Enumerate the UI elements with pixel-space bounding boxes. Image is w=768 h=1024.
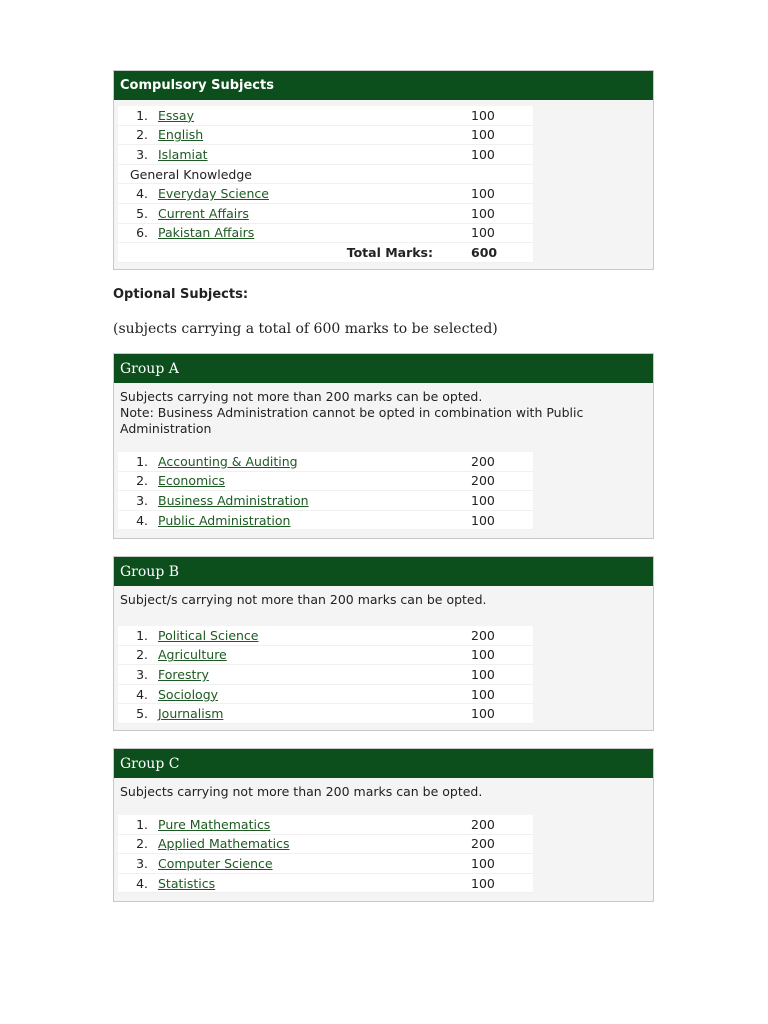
list-item bbox=[118, 491, 533, 511]
list-item bbox=[118, 815, 533, 835]
item-number: 5. bbox=[136, 706, 148, 722]
group-b-title: Group B bbox=[114, 557, 653, 586]
list-item bbox=[118, 835, 533, 855]
subject-link-business-administration[interactable]: Business Administration bbox=[158, 492, 309, 508]
total-marks-value: 600 bbox=[471, 244, 498, 260]
group-a-list bbox=[118, 452, 533, 530]
item-marks: 100 bbox=[471, 146, 495, 162]
list-item bbox=[118, 106, 533, 126]
general-knowledge-label: General Knowledge bbox=[130, 166, 252, 182]
item-number: 2. bbox=[136, 473, 148, 489]
subject-link-political-science[interactable]: Political Science bbox=[158, 627, 259, 643]
item-number: 5. bbox=[136, 205, 148, 221]
subject-link-everyday-science[interactable]: Everyday Science bbox=[158, 186, 269, 202]
list-item bbox=[118, 511, 533, 531]
subject-link-essay[interactable]: Essay bbox=[158, 107, 194, 123]
total-marks-row bbox=[118, 243, 533, 263]
item-number: 2. bbox=[136, 836, 148, 852]
item-marks: 200 bbox=[471, 836, 495, 852]
group-a-note-line: Note: Business Administration cannot be opted in combination with Public Administration bbox=[120, 405, 584, 436]
item-number: 1. bbox=[136, 627, 148, 643]
list-item bbox=[118, 646, 533, 666]
list-item bbox=[118, 704, 533, 724]
item-number: 3. bbox=[136, 492, 148, 508]
item-number: 2. bbox=[136, 647, 148, 663]
item-marks: 100 bbox=[471, 107, 495, 123]
item-number: 1. bbox=[136, 816, 148, 832]
item-number: 1. bbox=[136, 453, 148, 469]
item-marks: 100 bbox=[471, 492, 495, 508]
optional-subjects-heading: Optional Subjects: bbox=[113, 287, 249, 302]
item-number: 6. bbox=[136, 225, 148, 241]
item-marks: 200 bbox=[471, 453, 495, 469]
group-a-title: Group A bbox=[114, 354, 653, 383]
subject-link-current-affairs[interactable]: Current Affairs bbox=[158, 205, 249, 221]
group-a-note bbox=[114, 383, 653, 437]
item-number: 4. bbox=[136, 875, 148, 891]
item-marks: 100 bbox=[471, 875, 495, 891]
item-number: 3. bbox=[136, 855, 148, 871]
group-c-box bbox=[113, 748, 654, 902]
list-item bbox=[118, 854, 533, 874]
list-item bbox=[118, 204, 533, 224]
subject-link-journalism[interactable]: Journalism bbox=[158, 706, 224, 722]
list-item bbox=[118, 665, 533, 685]
item-marks: 100 bbox=[471, 706, 495, 722]
optional-subjects-note: (subjects carrying a total of 600 marks to be selected) bbox=[113, 321, 498, 337]
item-marks: 100 bbox=[471, 855, 495, 871]
list-item bbox=[118, 472, 533, 492]
item-number: 1. bbox=[136, 107, 148, 123]
list-item bbox=[118, 452, 533, 472]
item-number: 2. bbox=[136, 127, 148, 143]
list-item bbox=[118, 626, 533, 646]
list-item bbox=[118, 685, 533, 705]
subject-link-forestry[interactable]: Forestry bbox=[158, 666, 209, 682]
subject-link-english[interactable]: English bbox=[158, 127, 204, 143]
subject-link-pakistan-affairs[interactable]: Pakistan Affairs bbox=[158, 225, 255, 241]
list-item bbox=[118, 126, 533, 146]
item-marks: 100 bbox=[471, 512, 495, 528]
list-item bbox=[118, 224, 533, 244]
general-knowledge-label-row bbox=[118, 165, 533, 185]
group-c-note-line: Subjects carrying not more than 200 marks can be opted. bbox=[120, 784, 483, 799]
subject-link-computer-science[interactable]: Computer Science bbox=[158, 855, 273, 871]
group-a-note-line: Subjects carrying not more than 200 marks can be opted. bbox=[120, 389, 483, 404]
list-item bbox=[118, 184, 533, 204]
item-marks: 100 bbox=[471, 225, 495, 241]
subject-link-statistics[interactable]: Statistics bbox=[158, 875, 216, 891]
compulsory-subjects-title: Compulsory Subjects bbox=[114, 71, 653, 100]
item-number: 3. bbox=[136, 146, 148, 162]
list-item bbox=[118, 874, 533, 894]
group-c-title: Group C bbox=[114, 749, 653, 778]
subject-link-islamiat[interactable]: Islamiat bbox=[158, 146, 208, 162]
item-marks: 100 bbox=[471, 127, 495, 143]
item-marks: 100 bbox=[471, 686, 495, 702]
subject-link-economics[interactable]: Economics bbox=[158, 473, 226, 489]
subject-link-applied-mathematics[interactable]: Applied Mathematics bbox=[158, 836, 290, 852]
group-a-box bbox=[113, 353, 654, 539]
item-marks: 100 bbox=[471, 647, 495, 663]
compulsory-subjects-box bbox=[113, 70, 654, 270]
group-c-list bbox=[118, 815, 533, 893]
group-b-box bbox=[113, 556, 654, 731]
item-marks: 200 bbox=[471, 627, 495, 643]
item-marks: 200 bbox=[471, 473, 495, 489]
group-b-note-line: Subject/s carrying not more than 200 marks can be opted. bbox=[120, 592, 487, 607]
list-item bbox=[118, 145, 533, 165]
item-marks: 100 bbox=[471, 666, 495, 682]
total-marks-label: Total Marks: bbox=[346, 244, 433, 260]
subject-link-sociology[interactable]: Sociology bbox=[158, 686, 219, 702]
item-marks: 100 bbox=[471, 186, 495, 202]
group-c-note bbox=[114, 778, 653, 800]
subject-link-public-administration[interactable]: Public Administration bbox=[158, 512, 291, 528]
subject-link-agriculture[interactable]: Agriculture bbox=[158, 647, 227, 663]
item-marks: 200 bbox=[471, 816, 495, 832]
group-b-list bbox=[118, 626, 533, 724]
item-number: 4. bbox=[136, 686, 148, 702]
item-number: 4. bbox=[136, 512, 148, 528]
compulsory-subjects-list bbox=[118, 106, 533, 263]
subject-link-pure-mathematics[interactable]: Pure Mathematics bbox=[158, 816, 271, 832]
group-b-note bbox=[114, 586, 653, 608]
item-marks: 100 bbox=[471, 205, 495, 221]
item-number: 3. bbox=[136, 666, 148, 682]
subject-link-accounting-auditing[interactable]: Accounting & Auditing bbox=[158, 453, 298, 469]
item-number: 4. bbox=[136, 186, 148, 202]
